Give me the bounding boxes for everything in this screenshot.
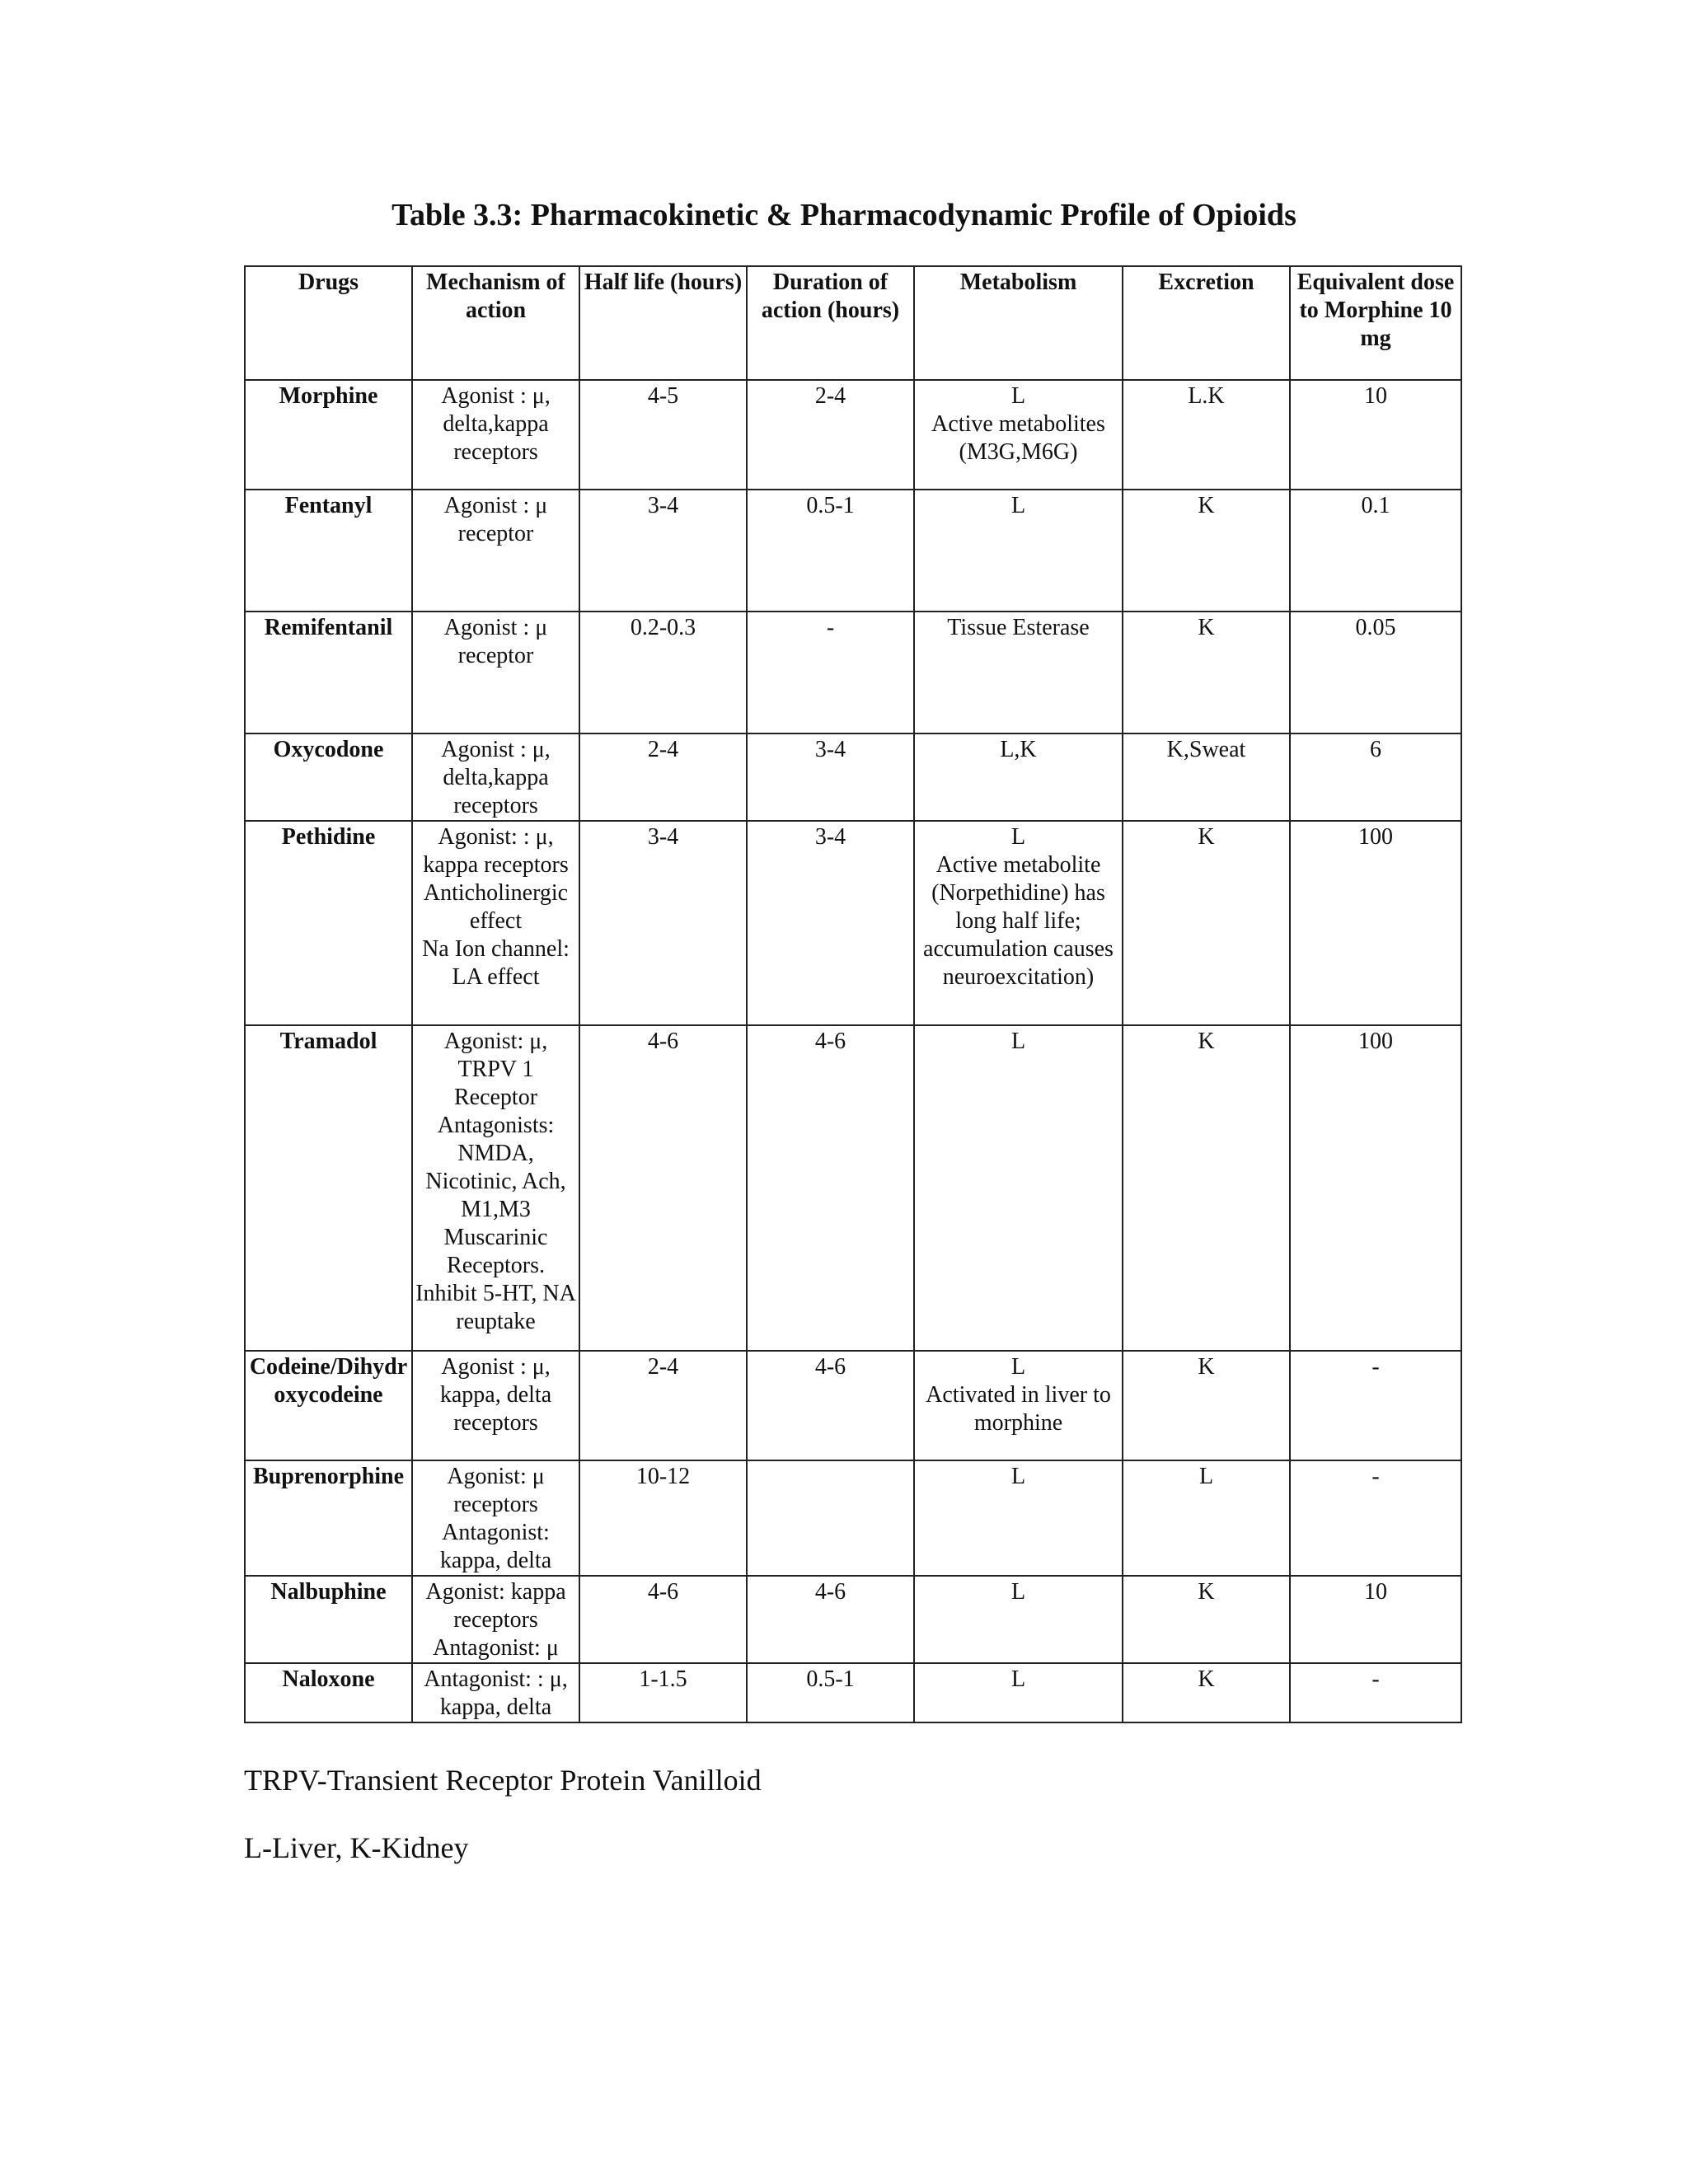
duration-cell: 2-4 — [747, 380, 914, 490]
drug-name: Remifentanil — [245, 612, 412, 733]
half-life-cell: 10-12 — [579, 1460, 747, 1576]
equivalent-dose-cell: 0.1 — [1290, 490, 1461, 612]
drug-name: Oxycodone — [245, 733, 412, 821]
metabolism-cell: Tissue Esterase — [914, 612, 1123, 733]
mechanism-cell: Agonist: μ, TRPV 1 Receptor Antagonists: NMDA, Nicotinic, Ach, M1,M3 Muscarinic Receptors. Inhibit 5-HT, NA reuptake — [412, 1025, 579, 1351]
table-row-morphine — [245, 380, 1461, 490]
excretion-cell: L — [1123, 1460, 1290, 1576]
equivalent-dose-cell: 100 — [1290, 1025, 1461, 1351]
duration-cell: 3-4 — [747, 733, 914, 821]
metabolism-cell: L — [914, 1663, 1123, 1722]
mechanism-cell: Agonist: kappa receptors Antagonist: μ — [412, 1576, 579, 1663]
duration-cell: - — [747, 612, 914, 733]
duration-cell — [747, 1460, 914, 1576]
metabolism-cell: L — [914, 490, 1123, 612]
column-header-mechanism: Mechanism of action — [412, 266, 579, 380]
excretion-cell: K — [1123, 1025, 1290, 1351]
half-life-cell: 1-1.5 — [579, 1663, 747, 1722]
excretion-cell: K — [1123, 1663, 1290, 1722]
excretion-cell: K — [1123, 490, 1290, 612]
mechanism-cell: Agonist: μ receptors Antagonist: kappa, delta — [412, 1460, 579, 1576]
table-row-pethidine — [245, 821, 1461, 1025]
table-row-tramadol — [245, 1025, 1461, 1351]
equivalent-dose-cell: 100 — [1290, 821, 1461, 1025]
equivalent-dose-cell: 0.05 — [1290, 612, 1461, 733]
footnote-trpv: TRPV-Transient Receptor Protein Vanilloid — [244, 1764, 762, 1797]
half-life-cell: 2-4 — [579, 733, 747, 821]
table-row-codeine — [245, 1351, 1461, 1460]
equivalent-dose-cell: - — [1290, 1351, 1461, 1460]
mechanism-cell: Agonist : μ, kappa, delta receptors — [412, 1351, 579, 1460]
half-life-cell: 3-4 — [579, 490, 747, 612]
excretion-cell: K,Sweat — [1123, 733, 1290, 821]
duration-cell: 4-6 — [747, 1025, 914, 1351]
half-life-cell: 4-6 — [579, 1025, 747, 1351]
mechanism-cell: Agonist : μ receptor — [412, 490, 579, 612]
table-row-remifentanil — [245, 612, 1461, 733]
table-row-fentanyl — [245, 490, 1461, 612]
equivalent-dose-cell: - — [1290, 1460, 1461, 1576]
column-header-excretion: Excretion — [1123, 266, 1290, 380]
metabolism-cell: L Activated in liver to morphine — [914, 1351, 1123, 1460]
metabolism-cell: L — [914, 1025, 1123, 1351]
excretion-cell: L.K — [1123, 380, 1290, 490]
mechanism-cell: Agonist : μ, delta,kappa receptors — [412, 733, 579, 821]
mechanism-cell: Agonist : μ, delta,kappa receptors — [412, 380, 579, 490]
metabolism-cell: L — [914, 1460, 1123, 1576]
metabolism-cell: L,K — [914, 733, 1123, 821]
half-life-cell: 4-6 — [579, 1576, 747, 1663]
half-life-cell: 3-4 — [579, 821, 747, 1025]
duration-cell: 3-4 — [747, 821, 914, 1025]
duration-cell: 0.5-1 — [747, 1663, 914, 1722]
table-row-oxycodone — [245, 733, 1461, 821]
table-row-buprenorphine — [245, 1460, 1461, 1576]
excretion-cell: K — [1123, 1576, 1290, 1663]
column-header-equivalent-dose: Equivalent dose to Morphine 10 mg — [1290, 266, 1461, 380]
excretion-cell: K — [1123, 1351, 1290, 1460]
equivalent-dose-cell: 10 — [1290, 1576, 1461, 1663]
equivalent-dose-cell: - — [1290, 1663, 1461, 1722]
table-row-naloxone — [245, 1663, 1461, 1722]
drug-name: Morphine — [245, 380, 412, 490]
column-header-half-life: Half life (hours) — [579, 266, 747, 380]
drug-name: Buprenorphine — [245, 1460, 412, 1576]
page-title: Table 3.3: Pharmacokinetic & Pharmacodynamic Profile of Opioids — [392, 198, 1296, 232]
drug-name: Nalbuphine — [245, 1576, 412, 1663]
footnote-abbreviations: L-Liver, K-Kidney — [244, 1831, 469, 1864]
drug-name: Tramadol — [245, 1025, 412, 1351]
equivalent-dose-cell: 10 — [1290, 380, 1461, 490]
half-life-cell: 4-5 — [579, 380, 747, 490]
half-life-cell: 0.2-0.3 — [579, 612, 747, 733]
mechanism-cell: Agonist: : μ, kappa receptors Anticholinergic effect Na Ion channel: LA effect — [412, 821, 579, 1025]
duration-cell: 4-6 — [747, 1576, 914, 1663]
mechanism-cell: Agonist : μ receptor — [412, 612, 579, 733]
drug-name: Fentanyl — [245, 490, 412, 612]
excretion-cell: K — [1123, 612, 1290, 733]
column-header-duration: Duration of action (hours) — [747, 266, 914, 380]
table-header-row — [245, 266, 1461, 380]
excretion-cell: K — [1123, 821, 1290, 1025]
duration-cell: 0.5-1 — [747, 490, 914, 612]
drug-name: Pethidine — [245, 821, 412, 1025]
equivalent-dose-cell: 6 — [1290, 733, 1461, 821]
opioid-profile-table — [244, 265, 1462, 1723]
drug-name: Naloxone — [245, 1663, 412, 1722]
drug-name: Codeine/Dihydroxycodeine — [245, 1351, 412, 1460]
metabolism-cell: L — [914, 1576, 1123, 1663]
mechanism-cell: Antagonist: : μ, kappa, delta — [412, 1663, 579, 1722]
half-life-cell: 2-4 — [579, 1351, 747, 1460]
column-header-drugs: Drugs — [245, 266, 412, 380]
column-header-metabolism: Metabolism — [914, 266, 1123, 380]
table-row-nalbuphine — [245, 1576, 1461, 1663]
metabolism-cell: L Active metabolite (Norpethidine) has long half life; accumulation causes neuroexcitation) — [914, 821, 1123, 1025]
metabolism-cell: L Active metabolites (M3G,M6G) — [914, 380, 1123, 490]
duration-cell: 4-6 — [747, 1351, 914, 1460]
